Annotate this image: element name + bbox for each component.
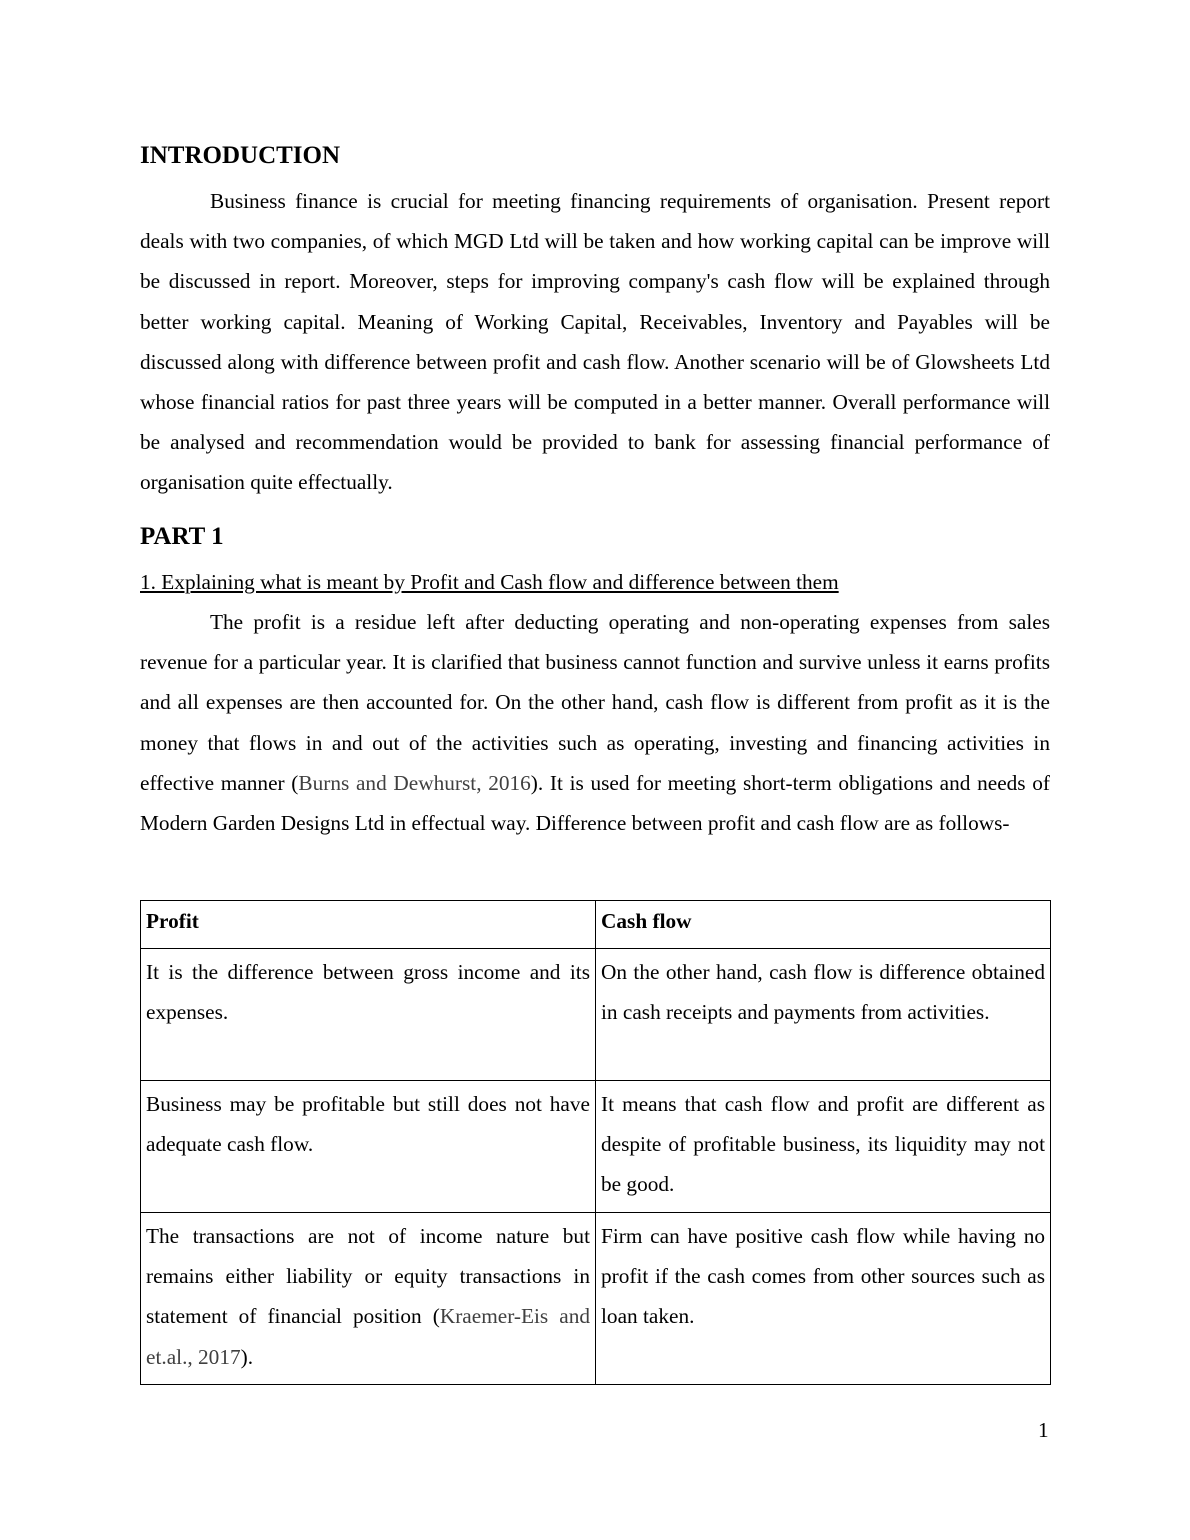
paragraph-text: The profit is a residue left after deducting operating and non-operating expenses from sales revenue for a particular year. It is clarified that business cannot function and survive unless it earns profits and all expenses are then accounted for. On the other hand, cash flow is different from profit as it is the money that flows in and out of the activities such as operating, investing and financing activities in effective manner ( [140, 610, 1050, 795]
page-number: 1 [1038, 1418, 1049, 1442]
table-row [141, 1081, 1051, 1213]
citation: Kraemer-Eis and et.al., 2017 [146, 1304, 590, 1369]
column-header-profit: Profit [141, 901, 596, 949]
table-cell-profit: Business may be profitable but still does not have adequate cash flow. [141, 1081, 596, 1213]
paragraph-text: ). It is used for meeting short-term obligations and needs of Modern Garden Designs Ltd in effectual way. Difference between profit and cash flow are as follows- [140, 770, 1051, 836]
table-header-row [141, 901, 1051, 949]
table-row [141, 1213, 1051, 1385]
table-cell-cash-flow: On the other hand, cash flow is difference obtained in cash receipts and payments from activities. [596, 949, 1051, 1081]
table-cell-profit [141, 1213, 596, 1385]
citation: Burns and Dewhurst, 2016 [298, 770, 531, 795]
profit-vs-cashflow-table [140, 900, 1051, 1385]
part1-subheading: 1. Explaining what is meant by Profit and Cash flow and difference between them [140, 570, 839, 594]
table-cell-profit: It is the difference between gross income and its expenses. [141, 949, 596, 1081]
table-cell-cash-flow: Firm can have positive cash flow while having no profit if the cash comes from other sources such as loan taken. [596, 1213, 1051, 1385]
column-header-cash-flow: Cash flow [596, 901, 1051, 949]
introduction-paragraph: Business finance is crucial for meeting financing requirements of organisation. Present report deals with two companies, of which MGD Ltd will be taken and how working capital can be improve will be discussed in report. Moreover, steps for improving company's cash flow will be explained through better working capital. Meaning of Working Capital, Receivables, Inventory and Payables will be discussed along with difference between profit and cash flow. Another scenario will be of Glowsheets Ltd whose financial ratios for past three years will be computed in a better manner. Overall performance will be analysed and recommendation would be provided to bank for assessing financial performance of organisation quite effectually. [140, 189, 1050, 495]
cell-text: The transactions are not of income nature but remains either liability or equity transactions in statement of financial position ( [146, 1224, 590, 1329]
profit-cashflow-paragraph [140, 602, 1050, 843]
introduction-heading: INTRODUCTION [140, 142, 341, 169]
table-row [141, 949, 1051, 1081]
table-cell-cash-flow: It means that cash flow and profit are different as despite of profitable business, its liquidity may not be good. [596, 1081, 1051, 1213]
cell-text: ). [240, 1344, 254, 1369]
part1-heading: PART 1 [140, 523, 224, 550]
